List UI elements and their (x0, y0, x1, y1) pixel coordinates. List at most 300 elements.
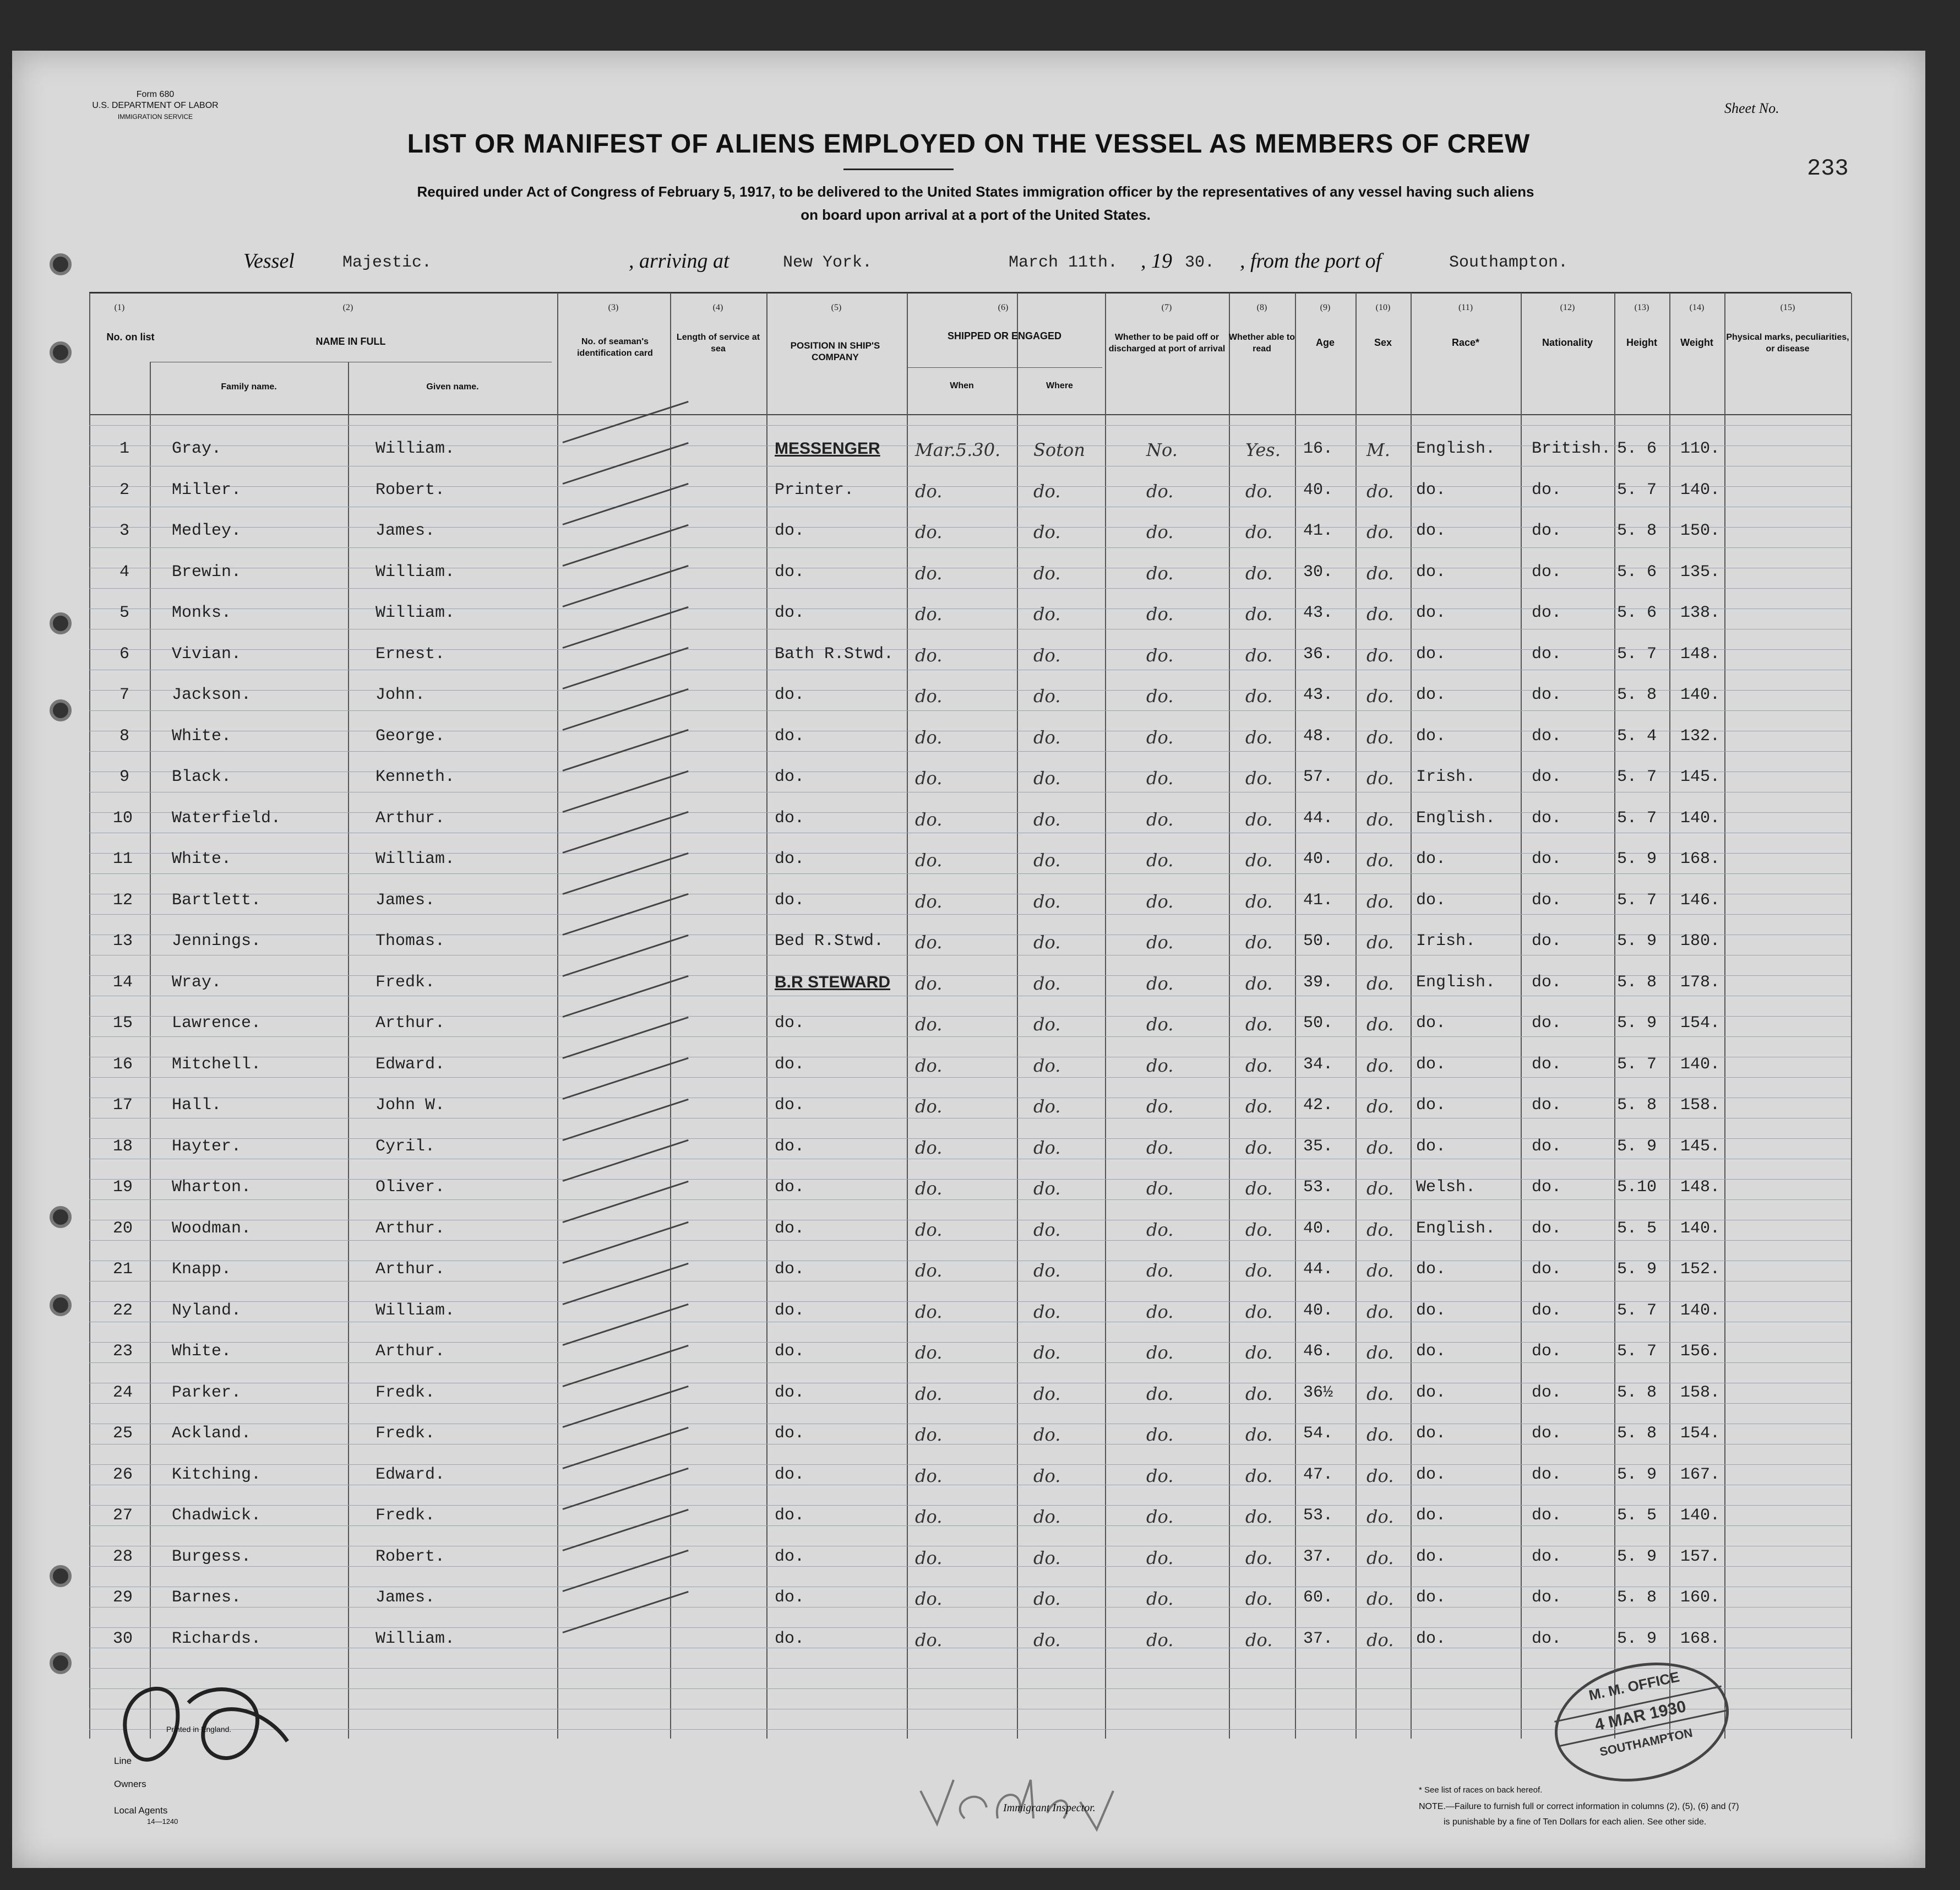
race: do. (1416, 522, 1446, 540)
able-to-read: do. (1245, 768, 1273, 789)
table-row (12, 1380, 1925, 1413)
given-name: Edward. (375, 1465, 445, 1484)
family-name: Kitching. (172, 1465, 262, 1484)
table-row (12, 1052, 1925, 1085)
shipped-when: do. (915, 1383, 943, 1404)
table-row (12, 1175, 1925, 1208)
sex: do. (1366, 1465, 1394, 1486)
paid-off: do. (1146, 1383, 1174, 1404)
height: 5. 7 (1617, 768, 1657, 786)
sex: do. (1366, 1547, 1394, 1568)
weight: 140. (1680, 1301, 1721, 1320)
position: do. (775, 522, 805, 540)
shipped-where: do. (1033, 1424, 1061, 1445)
able-to-read: do. (1245, 1506, 1273, 1527)
family-name: Lawrence. (172, 1014, 262, 1033)
row-number: 26 (113, 1465, 133, 1484)
shipped-where: do. (1033, 808, 1061, 830)
family-name: Woodman. (172, 1219, 252, 1238)
table-row (12, 1093, 1925, 1126)
sex: do. (1366, 973, 1394, 994)
family-name: Knapp. (172, 1260, 232, 1279)
handwritten-scrawl (106, 1659, 304, 1785)
given-name: Kenneth. (375, 768, 455, 786)
header-no-on-list: No. on list (106, 332, 155, 343)
sex: do. (1366, 768, 1394, 789)
nationality: do. (1532, 1342, 1562, 1361)
stamp-date: 4 MAR 1930 (1554, 1686, 1727, 1747)
paid-off: do. (1146, 1465, 1174, 1486)
header-race: Race* (1451, 337, 1480, 348)
weight: 167. (1680, 1465, 1721, 1484)
height: 5. 8 (1617, 1096, 1657, 1115)
able-to-read: do. (1245, 1219, 1273, 1240)
nationality: do. (1532, 1301, 1562, 1320)
age: 53. (1303, 1178, 1333, 1197)
paid-off: do. (1146, 1342, 1174, 1363)
table-row (12, 436, 1925, 469)
shipped-where: do. (1033, 890, 1061, 912)
race: do. (1416, 1629, 1446, 1648)
row-rule (89, 1668, 1851, 1669)
height: 5. 9 (1617, 1465, 1657, 1484)
position: do. (775, 686, 805, 704)
shipped-where: do. (1033, 1465, 1061, 1486)
sex: do. (1366, 1219, 1394, 1240)
family-name: Jennings. (172, 932, 262, 951)
form-number: Form 680 (136, 90, 175, 99)
weight: 140. (1680, 808, 1721, 828)
sex: do. (1366, 1178, 1394, 1199)
header-age: Age (1315, 337, 1335, 348)
shipped-where: do. (1033, 644, 1061, 666)
given-name: Fredk. (375, 1424, 435, 1443)
stamp-bottom: SOUTHAMPTON (1598, 1725, 1694, 1759)
family-name: Vivian. (172, 644, 242, 664)
column-number: (5) (831, 303, 842, 312)
sex: do. (1366, 1055, 1394, 1076)
weight: 168. (1680, 850, 1721, 868)
weight: 148. (1680, 1178, 1721, 1197)
table-row (12, 724, 1925, 757)
weight: 140. (1680, 686, 1721, 704)
paid-off: do. (1146, 604, 1174, 624)
age: 50. (1303, 1014, 1333, 1033)
weight: 154. (1680, 1014, 1721, 1033)
height: 5. 8 (1617, 686, 1657, 704)
family-name: Richards. (172, 1629, 262, 1648)
height: 5. 5 (1617, 1506, 1657, 1525)
able-to-read: do. (1245, 1629, 1273, 1650)
weight: 140. (1680, 1055, 1721, 1074)
table-row (12, 1503, 1925, 1536)
shipped-when: do. (915, 768, 943, 789)
nationality: do. (1532, 1219, 1562, 1238)
sex: do. (1366, 1096, 1394, 1117)
header-nationality: Nationality (1542, 337, 1593, 348)
service: IMMIGRATION SERVICE (117, 113, 193, 121)
header-id-card: No. of seaman's identification card (577, 337, 653, 358)
race: do. (1416, 686, 1446, 704)
weight: 157. (1680, 1547, 1721, 1566)
sex: do. (1366, 850, 1394, 871)
sex: do. (1366, 1424, 1394, 1445)
row-number: 16 (113, 1055, 133, 1074)
header-given-name: Given name. (426, 382, 479, 392)
given-name: George. (375, 726, 445, 746)
position: do. (775, 1506, 805, 1525)
race: Irish. (1416, 768, 1476, 786)
year-prefix: , 19 (1141, 249, 1172, 273)
sex: do. (1366, 1588, 1394, 1609)
able-to-read: do. (1245, 1547, 1273, 1568)
race: do. (1416, 1301, 1446, 1320)
shipped-when: do. (915, 1465, 943, 1486)
position: do. (775, 890, 805, 910)
able-to-read: do. (1245, 1588, 1273, 1609)
family-name: Chadwick. (172, 1506, 262, 1525)
height: 5. 4 (1617, 726, 1657, 746)
sex: do. (1366, 562, 1394, 584)
position: do. (775, 808, 805, 828)
shipped-where: do. (1033, 726, 1061, 748)
race: Welsh. (1416, 1178, 1476, 1197)
shipped-when: do. (915, 1547, 943, 1568)
sex: do. (1366, 604, 1394, 624)
race: do. (1416, 1096, 1446, 1115)
row-number: 9 (119, 768, 130, 786)
shipped-where: do. (1033, 1055, 1061, 1076)
weight: 168. (1680, 1629, 1721, 1648)
paid-off: do. (1146, 1424, 1174, 1445)
race: do. (1416, 562, 1446, 582)
column-number: (6) (998, 303, 1009, 312)
position: do. (775, 1055, 805, 1074)
given-name: Arthur. (375, 1219, 445, 1238)
family-name: Brewin. (172, 562, 242, 582)
row-number: 4 (119, 562, 130, 582)
given-name: Oliver. (375, 1178, 445, 1197)
family-name: Ackland. (172, 1424, 252, 1443)
table-row (12, 1339, 1925, 1372)
row-number: 27 (113, 1506, 133, 1525)
voyage-line (243, 249, 1785, 276)
paid-off: do. (1146, 1096, 1174, 1117)
shipped-where: do. (1033, 604, 1061, 624)
title-rule (843, 169, 954, 170)
able-to-read: do. (1245, 644, 1273, 666)
shipped-when: do. (915, 522, 943, 542)
printed-in: Printed in England. (166, 1725, 232, 1734)
nationality: do. (1532, 1055, 1562, 1074)
header-marks: Physical marks, peculiarities, or disease (1726, 333, 1849, 354)
able-to-read: do. (1245, 1137, 1273, 1158)
nationality: do. (1532, 890, 1562, 910)
paid-off: do. (1146, 726, 1174, 748)
column-number: (8) (1256, 303, 1267, 312)
paid-off: do. (1146, 562, 1174, 584)
position: do. (775, 1465, 805, 1484)
table-top-rule (89, 292, 1851, 294)
age: 43. (1303, 686, 1333, 704)
paid-off: No. (1146, 439, 1178, 460)
row-number: 17 (113, 1096, 133, 1115)
arrival-port: New York. (783, 253, 873, 272)
race: do. (1416, 1506, 1446, 1525)
given-name: Robert. (375, 1547, 445, 1566)
sex: do. (1366, 686, 1394, 707)
header-when: When (950, 381, 974, 390)
table-row (12, 1134, 1925, 1167)
family-name: Black. (172, 768, 232, 786)
height: 5. 8 (1617, 1588, 1657, 1607)
vessel-label: Vessel (243, 249, 295, 273)
given-name: Cyril. (375, 1137, 435, 1156)
shipped-when: do. (915, 644, 943, 666)
shipped-when: do. (915, 973, 943, 994)
able-to-read: do. (1245, 1301, 1273, 1322)
able-to-read: do. (1245, 686, 1273, 707)
family-name: White. (172, 850, 232, 868)
given-name: John. (375, 686, 426, 704)
weight: 150. (1680, 522, 1721, 540)
sex: do. (1366, 644, 1394, 666)
sex: do. (1366, 1014, 1394, 1035)
paid-off: do. (1146, 1055, 1174, 1076)
height: 5. 7 (1617, 1342, 1657, 1361)
height: 5. 8 (1617, 1383, 1657, 1402)
age: 34. (1303, 1055, 1333, 1074)
shipped-when: do. (915, 1137, 943, 1158)
race: do. (1416, 604, 1446, 622)
sheet-label: Sheet No. (1724, 100, 1779, 116)
row-number: 1 (119, 439, 130, 458)
paid-off: do. (1146, 522, 1174, 542)
able-to-read: do. (1245, 850, 1273, 871)
sex: do. (1366, 1301, 1394, 1322)
position: do. (775, 726, 805, 746)
position: do. (775, 1219, 805, 1238)
position: do. (775, 850, 805, 868)
shipped-where: do. (1033, 686, 1061, 707)
paid-off: do. (1146, 1137, 1174, 1158)
shipped-when: do. (915, 932, 943, 953)
age: 40. (1303, 1219, 1333, 1238)
paid-off: do. (1146, 1301, 1174, 1322)
footer-local-agents: Local Agents (114, 1805, 168, 1816)
height: 5.10 (1617, 1178, 1657, 1197)
page-title: LIST OR MANIFEST OF ALIENS EMPLOYED ON THE VESSEL AS MEMBERS OF CREW (407, 129, 1531, 159)
age: 36½ (1303, 1383, 1333, 1402)
shipped-when: do. (915, 1424, 943, 1445)
shipped-where: do. (1033, 1383, 1061, 1404)
paid-off: do. (1146, 1629, 1174, 1650)
given-name: Arthur. (375, 1260, 445, 1279)
nationality: do. (1532, 1424, 1562, 1443)
header-sex: Sex (1374, 337, 1392, 348)
shipped-where: do. (1033, 932, 1061, 953)
table-row (12, 806, 1925, 839)
weight: 180. (1680, 932, 1721, 951)
height: 5. 9 (1617, 1629, 1657, 1648)
paid-off: do. (1146, 932, 1174, 953)
shipped-where: do. (1033, 562, 1061, 584)
manifest-sheet (12, 51, 1925, 1868)
age: 44. (1303, 1260, 1333, 1279)
shipped-where: do. (1033, 1014, 1061, 1035)
sex: do. (1366, 1342, 1394, 1363)
age: 46. (1303, 1342, 1333, 1361)
able-to-read: Yes. (1245, 439, 1281, 460)
given-name: Arthur. (375, 808, 445, 828)
able-to-read: do. (1245, 1096, 1273, 1117)
weight: 140. (1680, 480, 1721, 499)
footer-form-code: 14—1240 (147, 1817, 178, 1826)
shipped-when: do. (915, 890, 943, 912)
position: do. (775, 1178, 805, 1197)
able-to-read: do. (1245, 1014, 1273, 1035)
paid-off: do. (1146, 1260, 1174, 1281)
table-row (12, 888, 1925, 921)
able-to-read: do. (1245, 890, 1273, 912)
paid-off: do. (1146, 808, 1174, 830)
nationality: do. (1532, 1547, 1562, 1566)
inspector-label: Immigrant Inspector. (1003, 1802, 1096, 1814)
nationality: do. (1532, 1465, 1562, 1484)
shipped-where: do. (1033, 1301, 1061, 1322)
paid-off: do. (1146, 973, 1174, 994)
shipped-when: Mar.5.30. (915, 439, 1001, 460)
nationality: do. (1532, 1014, 1562, 1033)
family-name: Miller. (172, 480, 242, 499)
table-row (12, 1421, 1925, 1454)
sex: do. (1366, 480, 1394, 502)
able-to-read: do. (1245, 1465, 1273, 1486)
column-number: (7) (1161, 303, 1172, 312)
age: 44. (1303, 808, 1333, 828)
family-name: White. (172, 1342, 232, 1361)
shipped-when: do. (915, 1588, 943, 1609)
header-length-service: Length of service at sea (676, 333, 760, 354)
race: do. (1416, 726, 1446, 746)
race: do. (1416, 1014, 1446, 1033)
paid-off: do. (1146, 644, 1174, 666)
shipped-when: do. (915, 808, 943, 830)
paid-off: do. (1146, 686, 1174, 707)
row-number: 20 (113, 1219, 133, 1238)
race: do. (1416, 1342, 1446, 1361)
row-number: 6 (119, 644, 130, 664)
sex: do. (1366, 890, 1394, 912)
header-position: POSITION IN SHIP'S COMPANY (790, 340, 880, 362)
weight: 138. (1680, 604, 1721, 622)
position: do. (775, 1629, 805, 1648)
race-note: * See list of races on back hereof. (1419, 1785, 1543, 1795)
nationality: do. (1532, 562, 1562, 582)
nationality: do. (1532, 850, 1562, 868)
nationality: do. (1532, 686, 1562, 704)
family-name: Mitchell. (172, 1055, 262, 1074)
header-paid-off: Whether to be paid off or discharged at port of arrival (1108, 333, 1226, 354)
race: do. (1416, 1588, 1446, 1607)
position: do. (775, 1260, 805, 1279)
shipped-where: do. (1033, 973, 1061, 994)
sex: do. (1366, 726, 1394, 748)
shipped-when: do. (915, 1260, 943, 1281)
able-to-read: do. (1245, 522, 1273, 542)
race: do. (1416, 1055, 1446, 1074)
position: do. (775, 604, 805, 622)
height: 5. 6 (1617, 604, 1657, 622)
nationality: do. (1532, 1178, 1562, 1197)
given-name: William. (375, 604, 455, 622)
height: 5. 9 (1617, 1547, 1657, 1566)
position: do. (775, 1383, 805, 1402)
nationality: do. (1532, 726, 1562, 746)
sex: do. (1366, 1260, 1394, 1281)
shipped-where: do. (1033, 522, 1061, 542)
able-to-read: do. (1245, 1260, 1273, 1281)
race: Irish. (1416, 932, 1476, 951)
height: 5. 9 (1617, 1137, 1657, 1156)
table-row (12, 1216, 1925, 1249)
age: 42. (1303, 1096, 1333, 1115)
position: do. (775, 1547, 805, 1566)
given-name: William. (375, 1629, 455, 1648)
shipped-where: do. (1033, 1629, 1061, 1650)
sex: do. (1366, 522, 1394, 542)
weight: 135. (1680, 562, 1721, 582)
given-name: Robert. (375, 480, 445, 499)
sex: do. (1366, 808, 1394, 830)
family-name: Medley. (172, 522, 242, 540)
nationality: do. (1532, 1383, 1562, 1402)
sex: do. (1366, 1629, 1394, 1650)
age: 37. (1303, 1547, 1333, 1566)
weight: 156. (1680, 1342, 1721, 1361)
row-number: 11 (113, 850, 133, 868)
shipped-when: do. (915, 480, 943, 502)
row-number: 23 (113, 1342, 133, 1361)
age: 40. (1303, 1301, 1333, 1320)
paid-off: do. (1146, 1014, 1174, 1035)
shipped-where: do. (1033, 1588, 1061, 1609)
header-shipped: SHIPPED OR ENGAGED (947, 330, 1062, 341)
height: 5. 7 (1617, 644, 1657, 664)
able-to-read: do. (1245, 480, 1273, 502)
table-row (12, 846, 1925, 879)
race: do. (1416, 1424, 1446, 1443)
form-header (73, 89, 238, 122)
column-number: (9) (1320, 303, 1331, 312)
column-number: (3) (608, 303, 619, 312)
nationality: do. (1532, 1506, 1562, 1525)
age: 48. (1303, 726, 1333, 746)
paid-off: do. (1146, 768, 1174, 789)
header-bottom-rule (89, 414, 1851, 415)
row-number: 30 (113, 1629, 133, 1648)
nationality: do. (1532, 644, 1562, 664)
height: 5. 5 (1617, 1219, 1657, 1238)
shipped-where: do. (1033, 1547, 1061, 1568)
subtitle (177, 180, 1774, 226)
age: 36. (1303, 644, 1333, 664)
age: 43. (1303, 604, 1333, 622)
race: do. (1416, 1383, 1446, 1402)
age: 37. (1303, 1629, 1333, 1648)
row-number: 29 (113, 1588, 133, 1607)
table-row (12, 970, 1925, 1003)
